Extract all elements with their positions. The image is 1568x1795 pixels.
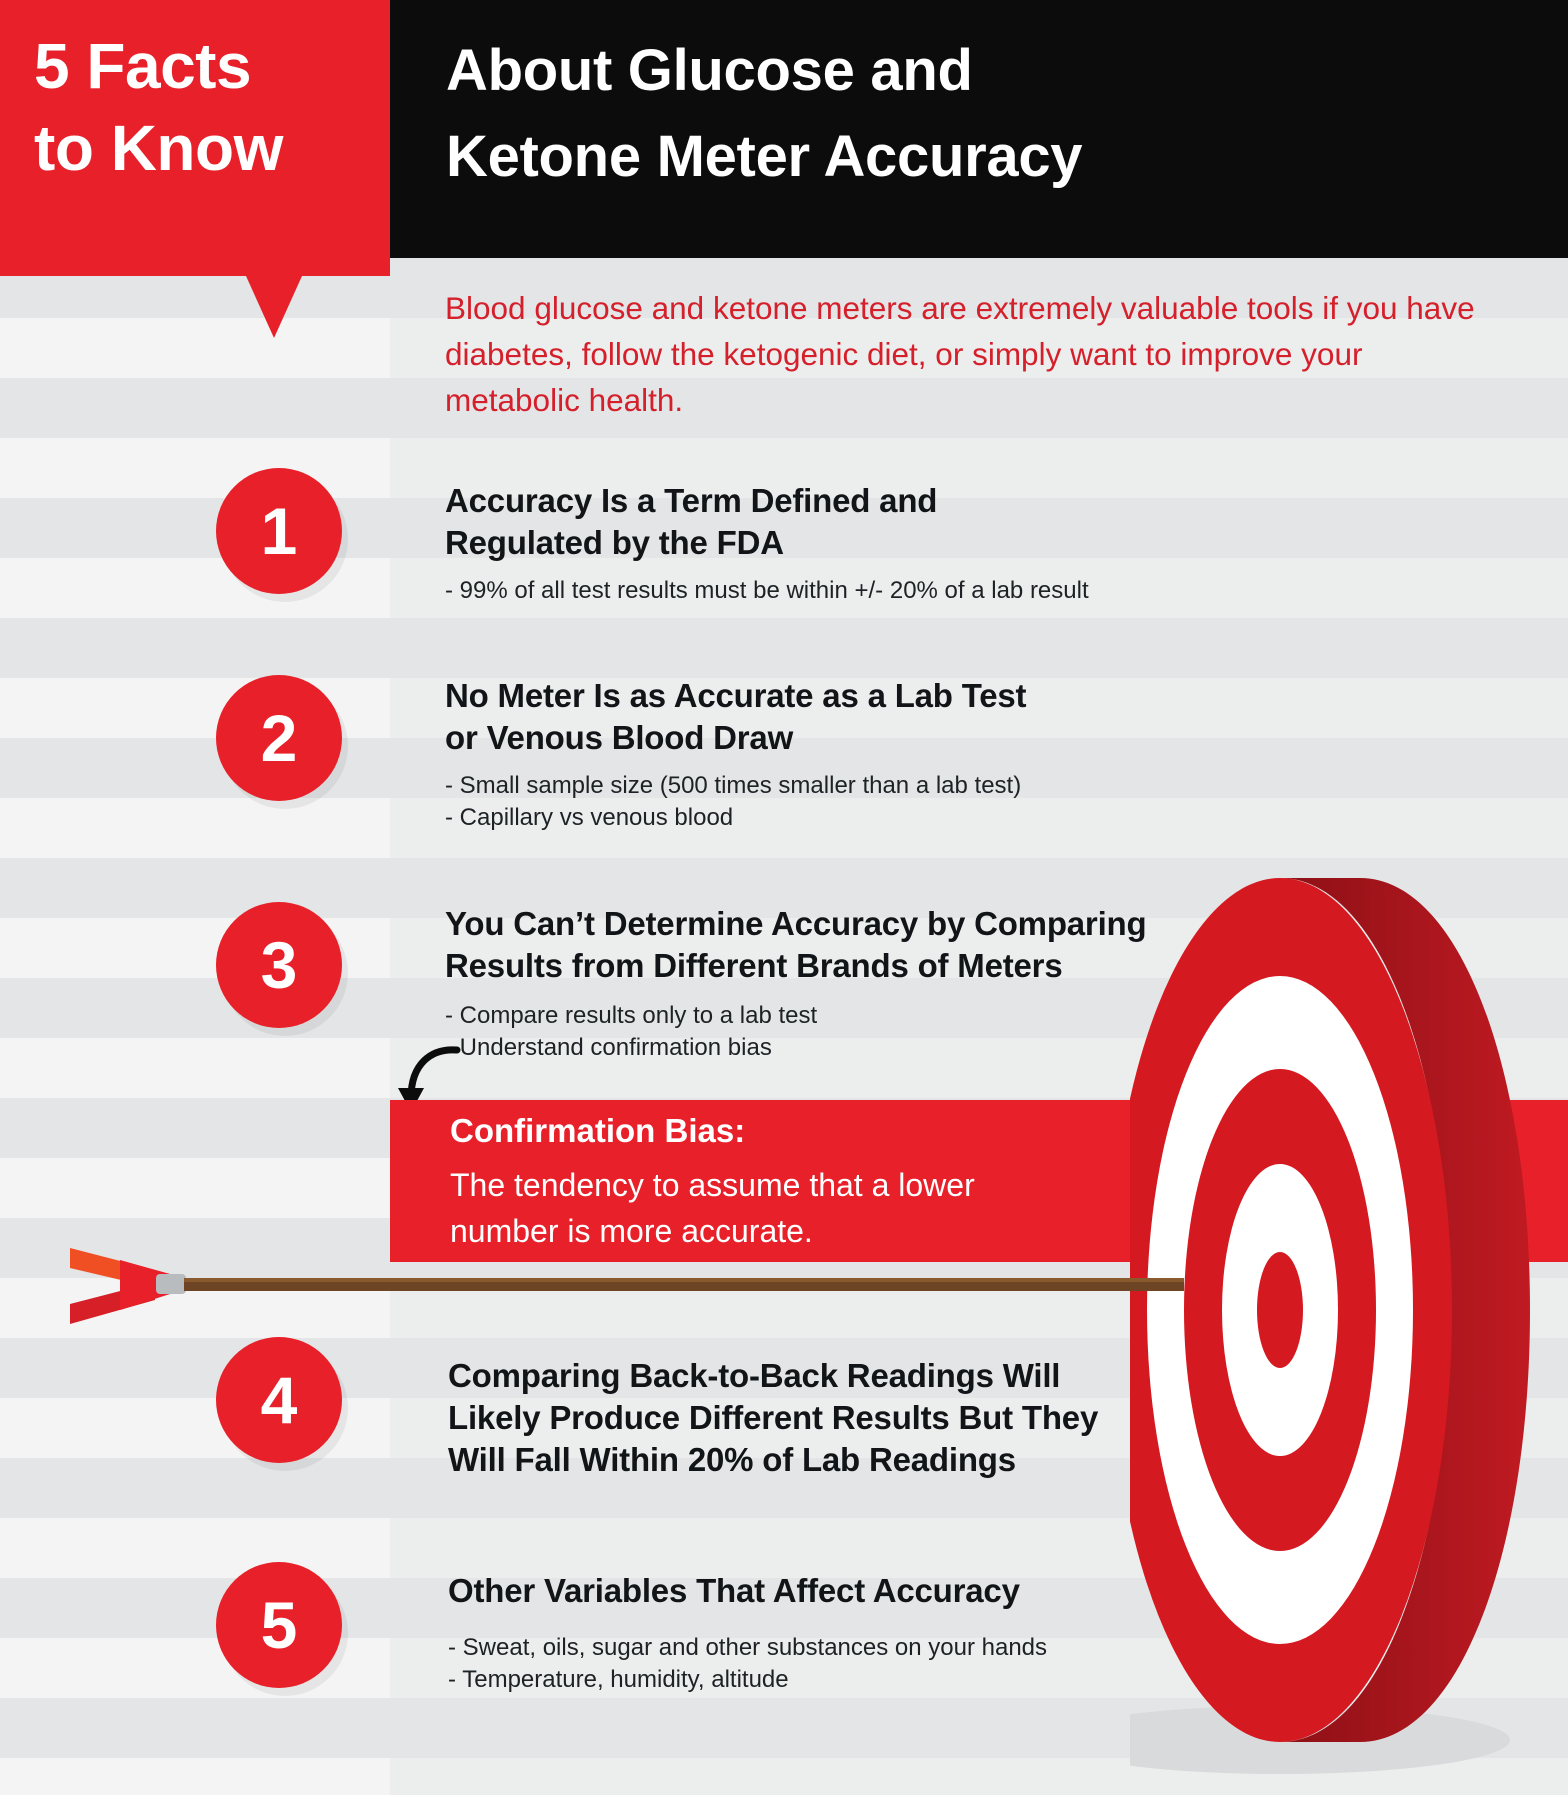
confirmation-bias-title: Confirmation Bias:: [450, 1112, 746, 1149]
fact-bullet-3-2: - Understand confirmation bias: [445, 1034, 772, 1062]
page-title-line1: About Glucose and: [446, 38, 973, 103]
fact-number-badge-1: 1: [216, 468, 342, 594]
fact-number-badge-4: 4: [216, 1337, 342, 1463]
fact-number-badge-2: 2: [216, 675, 342, 801]
fact-heading-4-line1: Comparing Back-to-Back Readings Will: [448, 1357, 1061, 1394]
intro-paragraph: Blood glucose and ketone meters are extremely valuable tools if you have diabetes, follow the ketogenic diet, or simply want to improve your metabolic health.: [445, 290, 1475, 418]
fact-bullet-2-2: - Capillary vs venous blood: [445, 804, 734, 832]
fact-bullet-5-1: - Sweat, oils, sugar and other substances on your hands: [448, 1634, 1048, 1661]
facts-badge-title: [34, 26, 374, 190]
confirmation-bias-line1: The tendency to assume that a lower: [450, 1167, 975, 1203]
arrow-graphic-icon: [60, 1230, 1250, 1340]
fact-bullet-2-1: - Small sample size (500 times smaller than a lab test): [445, 772, 1022, 799]
fact-bullet-1-1: - 99% of all test results must be within +/- 20% of a lab result: [445, 577, 1089, 604]
fact-heading-2-line1: No Meter Is as Accurate as a Lab Test: [445, 677, 1027, 714]
fact-heading-3-line2: Results from Different Brands of Meters: [445, 947, 1063, 985]
facts-badge-line1: 5 Facts: [34, 30, 252, 102]
fact-bullet-5-2: - Temperature, humidity, altitude: [448, 1666, 789, 1694]
fact-heading-4-line3: Will Fall Within 20% of Lab Readings: [448, 1441, 1016, 1479]
fact-number-badge-5: 5: [216, 1562, 342, 1688]
facts-badge-line2: to Know: [34, 111, 283, 184]
fact-heading-4-line2: Likely Produce Different Results But They: [448, 1399, 1099, 1437]
fact-number-badge-3: 3: [216, 902, 342, 1028]
confirmation-bias-line2: number is more accurate.: [450, 1213, 813, 1250]
fact-heading-3-line1: You Can’t Determine Accuracy by Comparing: [445, 905, 1147, 942]
fact-bullet-3-1: - Compare results only to a lab test: [445, 1002, 818, 1029]
fact-heading-5-line1: Other Variables That Affect Accuracy: [448, 1572, 1020, 1609]
fact-heading-2-line2: or Venous Blood Draw: [445, 719, 794, 757]
fact-heading-1-line2: Regulated by the FDA: [445, 524, 784, 562]
page-title: [446, 28, 1506, 200]
facts-badge-pointer: [246, 276, 302, 338]
fact-heading-1-line1: Accuracy Is a Term Defined and: [445, 482, 938, 519]
page-title-line2: Ketone Meter Accuracy: [446, 123, 1083, 189]
